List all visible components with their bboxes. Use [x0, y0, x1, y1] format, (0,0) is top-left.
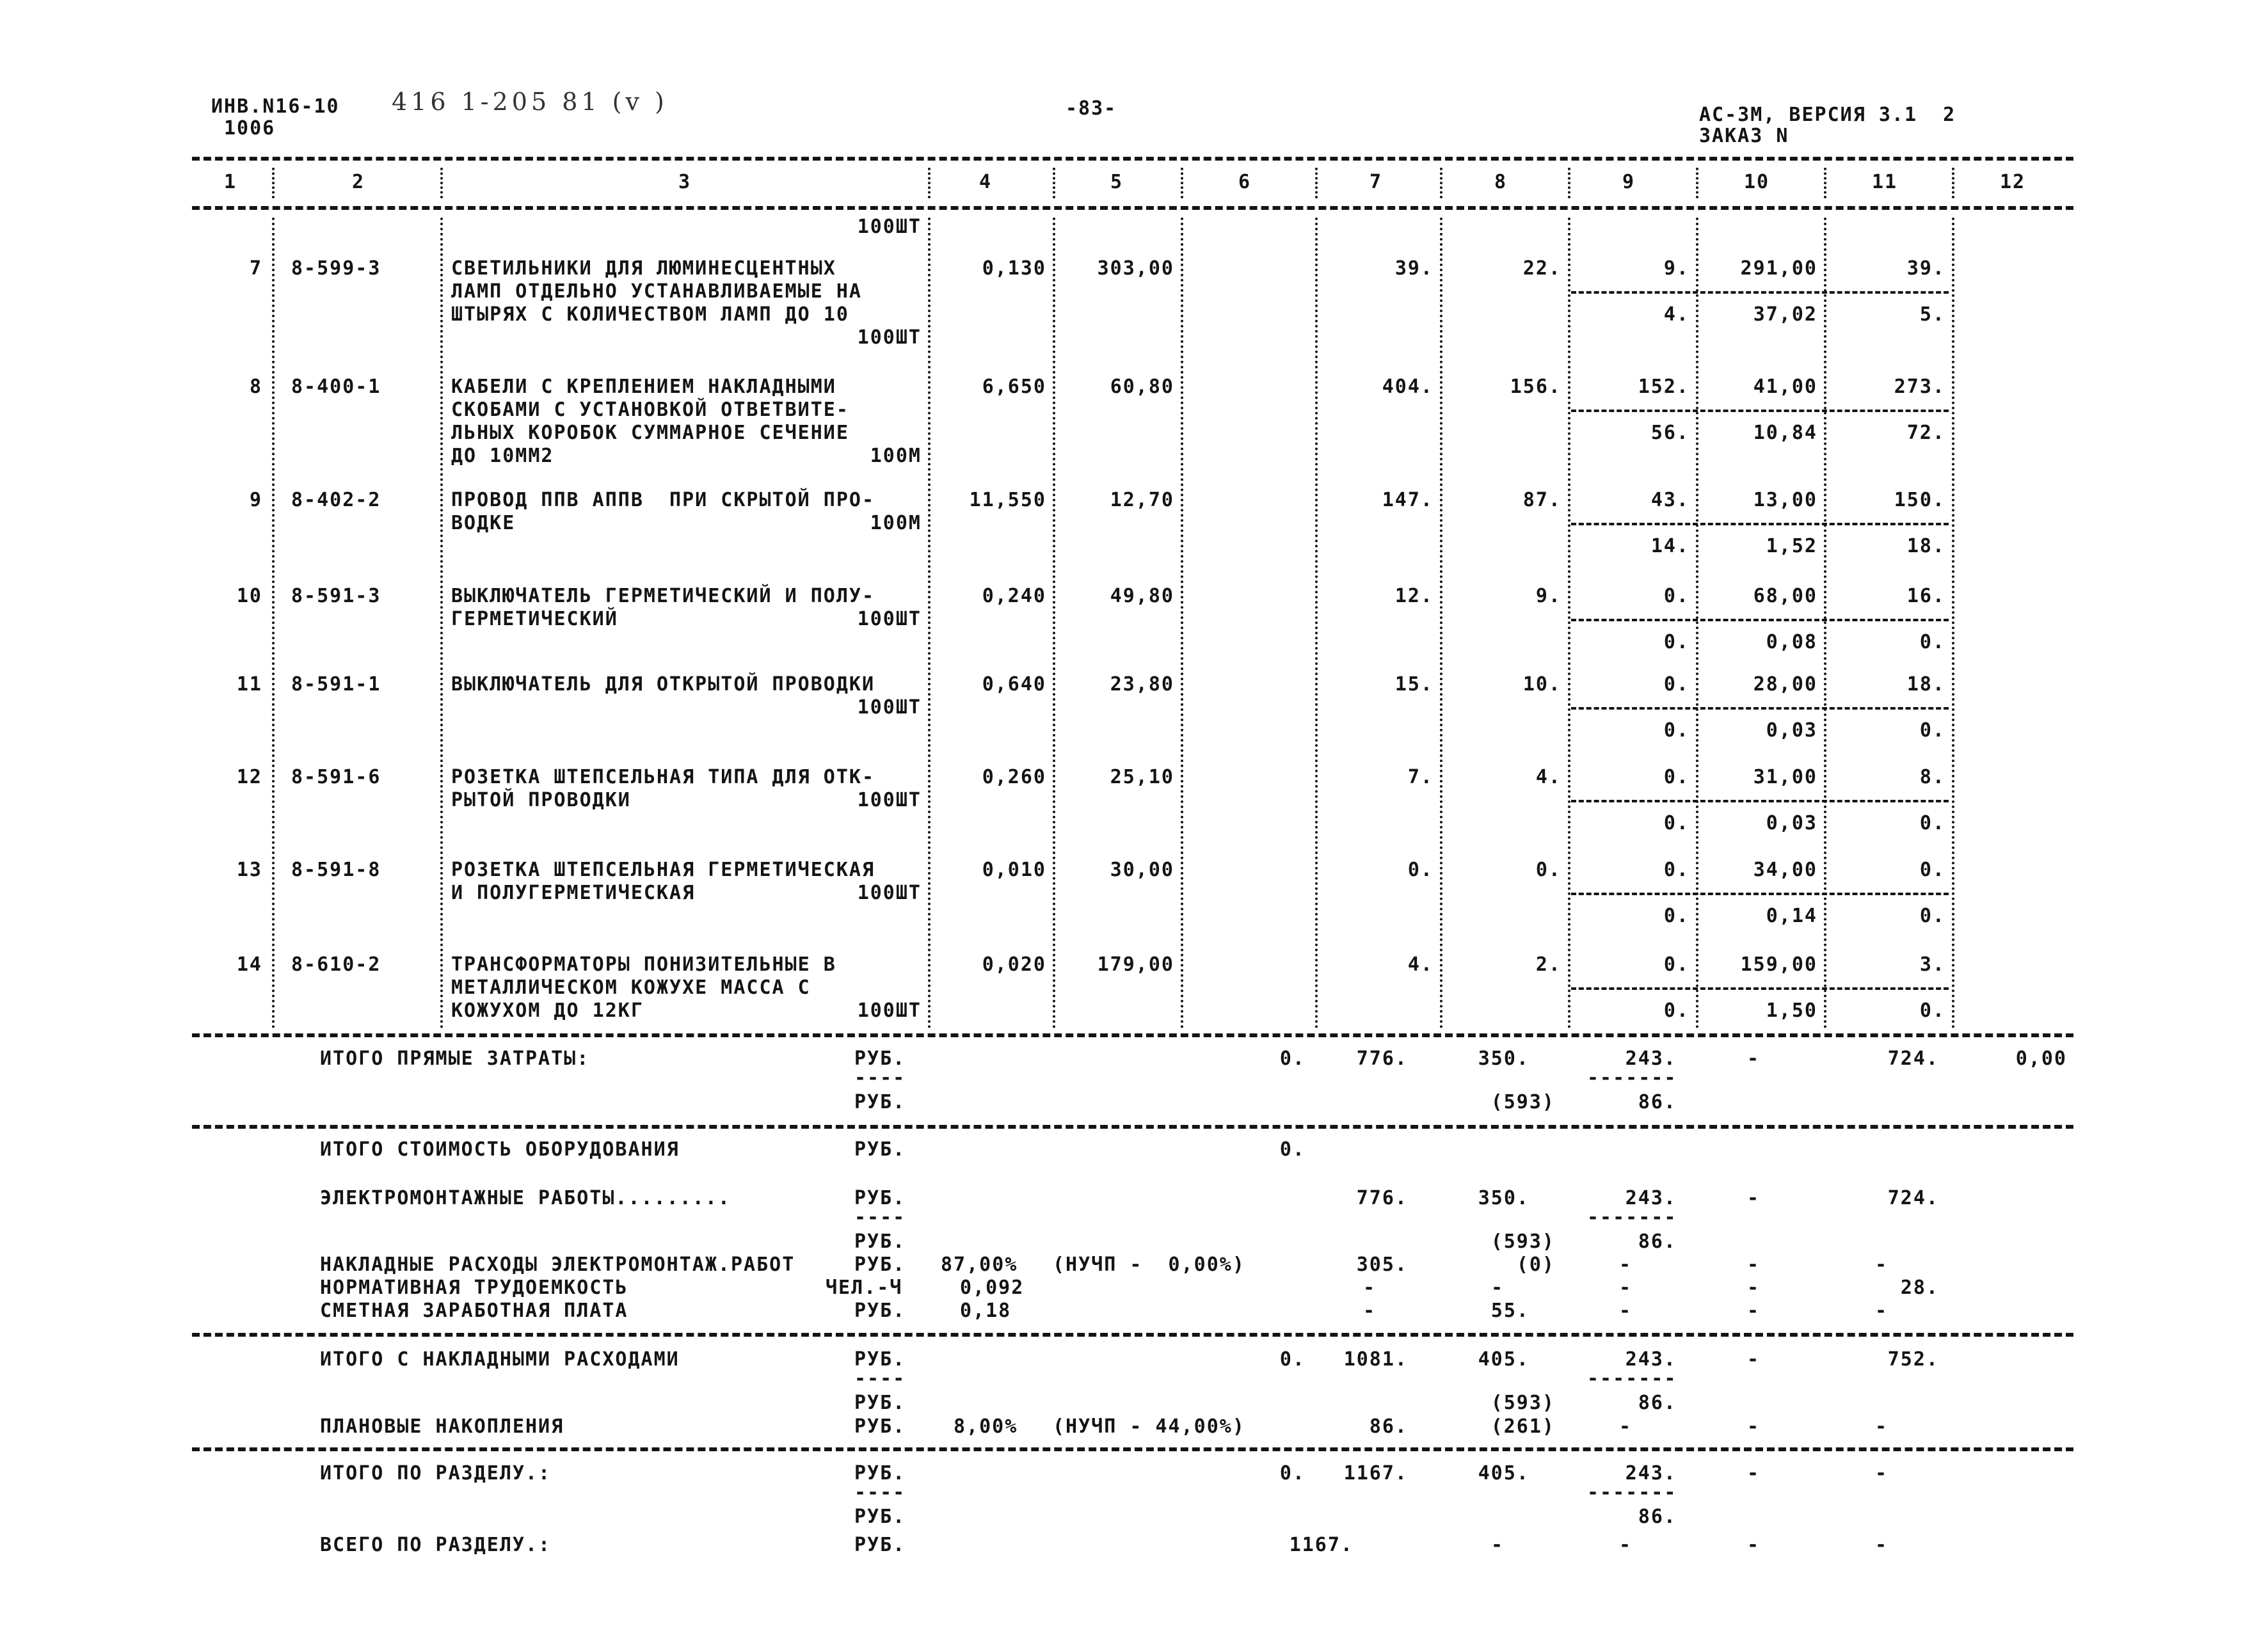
cell-c10: 41,00 [1753, 376, 1817, 398]
cell-c9-sep: ------- [1587, 1367, 1677, 1390]
row-description-line: ДО 10ММ2 [451, 445, 554, 467]
column-separator [928, 218, 930, 1029]
cell-c8-sub: (593) [1490, 1392, 1555, 1414]
summary-unit: РУБ. [854, 1392, 906, 1414]
cell-c7: 0. [1407, 859, 1433, 881]
row-code: 8-591-3 [291, 585, 381, 607]
sub-row-rule [1571, 707, 1949, 710]
column-separator [1952, 168, 1954, 198]
cell-c9: 43. [1650, 489, 1689, 511]
cell-c10: 31,00 [1753, 766, 1817, 788]
column-separator [1440, 168, 1442, 198]
cell-c11-sub: 72. [1906, 422, 1945, 444]
column-separator [1696, 168, 1698, 198]
column-separator [1952, 218, 1954, 1029]
cell-c11: 724. [1887, 1187, 1939, 1209]
cell-c9: 0. [1663, 766, 1689, 788]
cell-c8: 405. [1478, 1348, 1529, 1371]
cell-c9-sub: 86. [1638, 1392, 1677, 1414]
cell-c11: 8. [1919, 766, 1945, 788]
row-number: 12 [236, 766, 262, 788]
summary-label: ЭЛЕКТРОМОНТАЖНЫЕ РАБОТЫ......... [320, 1187, 731, 1209]
cell-c10-sub: 1,52 [1766, 535, 1817, 557]
row-description-line: ШТЫРЯХ С КОЛИЧЕСТВОМ ЛАМП ДО 10 [451, 303, 849, 326]
page-number: -83- [1066, 97, 1117, 120]
row-code: 8-591-8 [291, 859, 381, 881]
cell-c4: 0,240 [982, 585, 1046, 607]
summary-unit: РУБ. [854, 1348, 906, 1371]
column-separator [440, 168, 443, 198]
cell-c9-sub: 86. [1638, 1230, 1677, 1253]
cell-c9-sub: 0. [1663, 812, 1689, 834]
cell-c9-sub: 4. [1663, 303, 1689, 326]
row-description-line: МЕТАЛЛИЧЕСКОМ КОЖУХЕ МАССА С [451, 976, 811, 999]
cell-c8: 22. [1522, 257, 1561, 280]
cell-c6: 0. [1279, 1348, 1306, 1371]
cell-c11: 16. [1906, 585, 1945, 607]
summary-unit: РУБ. [854, 1506, 906, 1528]
cell-c10-sub: 0,03 [1766, 719, 1817, 742]
row-number: 7 [249, 257, 262, 280]
cell-c7: 39. [1394, 257, 1433, 280]
cell-c9: - [1618, 1534, 1633, 1556]
summary-nuch: (НУЧП - 0,00%) [1053, 1254, 1245, 1276]
handwritten-reference: 416 1-205 81 (v ) [392, 88, 668, 116]
cell-c9: 152. [1638, 376, 1689, 398]
row-description-line: СКОБАМИ С УСТАНОВКОЙ ОТВЕТВИТЕ- [451, 399, 849, 421]
cell-c5: 303,00 [1097, 257, 1174, 280]
cell-c7: 404. [1382, 376, 1433, 398]
cell-c7: 86. [1369, 1415, 1408, 1438]
sub-row-rule [1571, 987, 1949, 990]
row-code: 8-591-6 [291, 766, 381, 788]
section-rule [192, 1033, 2073, 1037]
cell-c10: - [1746, 1462, 1761, 1485]
cell-c9: - [1618, 1277, 1633, 1299]
cell-c7: 12. [1394, 585, 1433, 607]
cell-c8: 9. [1535, 585, 1561, 607]
cell-c9: - [1618, 1300, 1633, 1322]
column-separator [272, 168, 275, 198]
cell-c9-sep: ------- [1587, 1206, 1677, 1229]
row-number: 10 [236, 585, 262, 607]
cell-c9: 0. [1663, 673, 1689, 696]
cell-c11: 39. [1906, 257, 1945, 280]
cell-c8: 4. [1535, 766, 1561, 788]
column-separator [1440, 218, 1442, 1029]
row-description-line: ВОДКЕ [451, 512, 516, 534]
cell-c11: 3. [1919, 953, 1945, 976]
cell-c8: 0. [1535, 859, 1561, 881]
column-separator [440, 218, 443, 1029]
cell-c8-sub: (593) [1490, 1091, 1555, 1113]
row-code: 8-591-1 [291, 673, 381, 696]
summary-unit: РУБ. [854, 1138, 906, 1161]
summary-rate: 8,00% [954, 1415, 1018, 1438]
cell-c10: - [1746, 1300, 1761, 1322]
cell-c4: 0,020 [982, 953, 1046, 976]
summary-rate: 0,18 [960, 1300, 1012, 1322]
cell-c11: - [1874, 1462, 1889, 1485]
cell-c5: 12,70 [1110, 489, 1174, 511]
cell-c11-sub: 0. [1919, 719, 1945, 742]
sub-row-rule [1571, 893, 1949, 895]
cell-c10: - [1746, 1047, 1761, 1070]
column-header: 11 [1872, 171, 1898, 193]
column-separator [1315, 168, 1318, 198]
cell-c5: 60,80 [1110, 376, 1174, 398]
cell-c7: 4. [1407, 953, 1433, 976]
row-description-line: РЫТОЙ ПРОВОДКИ [451, 789, 631, 811]
column-separator [1181, 168, 1183, 198]
summary-rate: 87,00% [941, 1254, 1018, 1276]
row-description-line: ЛАМП ОТДЕЛЬНО УСТАНАВЛИВАЕМЫЕ НА [451, 280, 862, 303]
header-bottom-rule [192, 206, 2073, 210]
summary-label: ВСЕГО ПО РАЗДЕЛУ.: [320, 1534, 552, 1556]
sub-row-rule [1571, 291, 1949, 294]
cell-c11: - [1874, 1300, 1889, 1322]
column-separator [928, 168, 930, 198]
column-separator [1053, 168, 1055, 198]
summary-unit: РУБ. [854, 1091, 906, 1113]
cell-c10: 68,00 [1753, 585, 1817, 607]
cell-c12: 0,00 [2015, 1047, 2067, 1070]
summary-unit: РУБ. [854, 1462, 906, 1485]
row-number: 8 [249, 376, 262, 398]
column-separator [1824, 168, 1826, 198]
summary-label: СМЕТНАЯ ЗАРАБОТНАЯ ПЛАТА [320, 1300, 628, 1322]
row-code: 8-400-1 [291, 376, 381, 398]
summary-unit: ЧЕЛ.-Ч [826, 1277, 903, 1299]
cell-c10: 13,00 [1753, 489, 1817, 511]
column-header: 3 [678, 171, 692, 193]
cell-c11: 752. [1887, 1348, 1939, 1371]
summary-label: НОРМАТИВНАЯ ТРУДОЕМКОСТЬ [320, 1277, 628, 1299]
row-description-line: ВЫКЛЮЧАТЕЛЬ ГЕРМЕТИЧЕСКИЙ И ПОЛУ- [451, 585, 875, 607]
row-unit: 100ШТ [857, 789, 922, 811]
row-unit: 100М [870, 512, 922, 534]
cell-c11-sub: 0. [1919, 999, 1945, 1022]
cell-c8: - [1490, 1534, 1505, 1556]
section-rule [192, 1333, 2073, 1337]
cell-c10: 28,00 [1753, 673, 1817, 696]
cell-c11: 724. [1887, 1047, 1939, 1070]
cell-c7: - [1362, 1300, 1377, 1322]
cell-c9: 0. [1663, 953, 1689, 976]
cell-c9: 9. [1663, 257, 1689, 280]
header-top-rule [192, 157, 2073, 161]
cell-c9: 243. [1625, 1047, 1677, 1070]
cell-c11: 150. [1894, 489, 1945, 511]
cell-c9-sep: ------- [1587, 1481, 1677, 1504]
section-rule [192, 1125, 2073, 1129]
cell-c10-sub: 0,08 [1766, 631, 1817, 653]
cell-c8: 350. [1478, 1047, 1529, 1070]
cell-c5: 179,00 [1097, 953, 1174, 976]
cell-c9-sub: 86. [1638, 1091, 1677, 1113]
cell-c10-sub: 0,03 [1766, 812, 1817, 834]
row-description-line: РОЗЕТКА ШТЕПСЕЛЬНАЯ ТИПА ДЛЯ ОТК- [451, 766, 875, 788]
order-number: ЗАКАЗ N [1699, 125, 1789, 147]
row-description-line: ЛЬНЫХ КОРОБОК СУММАРНОЕ СЕЧЕНИЕ [451, 422, 849, 444]
summary-unit: РУБ. [854, 1047, 906, 1070]
cell-c11-sub: 0. [1919, 812, 1945, 834]
cell-c7: 1081. [1343, 1348, 1408, 1371]
cell-c9-sub: 56. [1650, 422, 1689, 444]
cell-c9-sub: 0. [1663, 631, 1689, 653]
cell-c10-sub: 1,50 [1766, 999, 1817, 1022]
cell-c6: 0. [1279, 1138, 1306, 1161]
column-header: 2 [351, 171, 365, 193]
cell-c9: 243. [1625, 1462, 1677, 1485]
sub-row-rule [1571, 619, 1949, 621]
cell-c6: 0. [1279, 1047, 1306, 1070]
column-header: 10 [1744, 171, 1770, 193]
cell-c9-sub: 0. [1663, 999, 1689, 1022]
cell-c11: - [1874, 1254, 1889, 1276]
cell-c6: 1167. [1289, 1534, 1354, 1556]
cell-c9-sub: 0. [1663, 905, 1689, 927]
cell-c10: 291,00 [1740, 257, 1817, 280]
inventory-number: ИНВ.N16-10 [211, 95, 340, 118]
cell-c9-sub: 86. [1638, 1506, 1677, 1528]
row-number: 14 [236, 953, 262, 976]
column-header: 9 [1622, 171, 1636, 193]
sub-row-rule [1571, 800, 1949, 802]
cell-c4: 0,130 [982, 257, 1046, 280]
column-header: 6 [1238, 171, 1252, 193]
row-description-line: ВЫКЛЮЧАТЕЛЬ ДЛЯ ОТКРЫТОЙ ПРОВОДКИ [451, 673, 875, 696]
sub-row-rule [1571, 523, 1949, 525]
program-version: АС-3М, ВЕРСИЯ 3.1 2 [1699, 104, 1956, 126]
cell-c5: 23,80 [1110, 673, 1174, 696]
row-unit: 100ШТ [857, 326, 922, 349]
cell-c8: - [1490, 1277, 1505, 1299]
row-description-line: РОЗЕТКА ШТЕПСЕЛЬНАЯ ГЕРМЕТИЧЕСКАЯ [451, 859, 875, 881]
sub-row-rule [1571, 410, 1949, 412]
row-code: 8-599-3 [291, 257, 381, 280]
cell-c9: 0. [1663, 859, 1689, 881]
cell-c10: - [1746, 1277, 1761, 1299]
cell-c10: - [1746, 1415, 1761, 1438]
cell-c4: 0,010 [982, 859, 1046, 881]
column-separator [272, 218, 275, 1029]
cell-c10: 34,00 [1753, 859, 1817, 881]
summary-label: ИТОГО ПО РАЗДЕЛУ.: [320, 1462, 552, 1485]
cell-c8: 405. [1478, 1462, 1529, 1485]
cell-c11-sub: 0. [1919, 631, 1945, 653]
cell-c11: 18. [1906, 673, 1945, 696]
cell-c8: 350. [1478, 1187, 1529, 1209]
summary-label: НАКЛАДНЫЕ РАСХОДЫ ЭЛЕКТРОМОНТАЖ.РАБОТ [320, 1254, 795, 1276]
cell-c8: 55. [1490, 1300, 1529, 1322]
cell-c9: 243. [1625, 1187, 1677, 1209]
cell-c7: - [1362, 1277, 1377, 1299]
cell-c10: - [1746, 1187, 1761, 1209]
cell-c11: - [1874, 1534, 1889, 1556]
cell-c10-sub: 10,84 [1753, 422, 1817, 444]
cell-c4: 0,260 [982, 766, 1046, 788]
row-description-line: КОЖУХОМ ДО 12КГ [451, 999, 644, 1022]
row-number: 9 [249, 489, 262, 511]
summary-label: ИТОГО СТОИМОСТЬ ОБОРУДОВАНИЯ [320, 1138, 680, 1161]
cell-c9-sub: 0. [1663, 719, 1689, 742]
summary-unit: РУБ. [854, 1534, 906, 1556]
row-code: 8-402-2 [291, 489, 381, 511]
cell-c9: 0. [1663, 585, 1689, 607]
column-header: 1 [223, 171, 237, 193]
summary-label: ИТОГО С НАКЛАДНЫМИ РАСХОДАМИ [320, 1348, 680, 1371]
column-separator [1568, 168, 1570, 198]
cell-c11-sub: 5. [1919, 303, 1945, 326]
cell-c11: 273. [1894, 376, 1945, 398]
cell-c4: 6,650 [982, 376, 1046, 398]
carried-unit: 100ШТ [857, 216, 922, 238]
column-separator [1053, 218, 1055, 1029]
cell-c5: 25,10 [1110, 766, 1174, 788]
cell-c10: - [1746, 1254, 1761, 1276]
column-header: 4 [978, 171, 993, 193]
cell-c11: 28. [1900, 1277, 1939, 1299]
row-description-line: И ПОЛУГЕРМЕТИЧЕСКАЯ [451, 882, 696, 904]
cell-c10: - [1746, 1348, 1761, 1371]
cell-c7: 776. [1356, 1187, 1408, 1209]
cell-c8: (0) [1516, 1254, 1555, 1276]
cell-c11-sub: 18. [1906, 535, 1945, 557]
cell-c10-sub: 0,14 [1766, 905, 1817, 927]
summary-nuch: (НУЧП - 44,00%) [1053, 1415, 1245, 1438]
summary-unit-sep: ---- [854, 1206, 906, 1229]
cell-c7: 1167. [1343, 1462, 1408, 1485]
cell-c8: 87. [1522, 489, 1561, 511]
cell-c8: (261) [1490, 1415, 1555, 1438]
column-header: 7 [1369, 171, 1383, 193]
cell-c4: 0,640 [982, 673, 1046, 696]
cell-c9: - [1618, 1415, 1633, 1438]
row-unit: 100ШТ [857, 882, 922, 904]
inventory-year: 1006 [224, 117, 276, 139]
column-header: 8 [1494, 171, 1508, 193]
row-description-line: ГЕРМЕТИЧЕСКИЙ [451, 608, 618, 630]
row-unit: 100ШТ [857, 696, 922, 719]
summary-unit: РУБ. [854, 1187, 906, 1209]
cell-c8: 156. [1510, 376, 1561, 398]
cell-c9-sub: 14. [1650, 535, 1689, 557]
section-rule [192, 1447, 2073, 1451]
summary-unit-sep: ---- [854, 1481, 906, 1504]
summary-unit: РУБ. [854, 1254, 906, 1276]
column-header: 12 [2000, 171, 2026, 193]
cell-c11: 0. [1919, 859, 1945, 881]
summary-unit-sep: ---- [854, 1067, 906, 1089]
summary-unit: РУБ. [854, 1415, 906, 1438]
summary-label: ПЛАНОВЫЕ НАКОПЛЕНИЯ [320, 1415, 564, 1438]
cell-c9: - [1618, 1254, 1633, 1276]
row-unit: 100ШТ [857, 608, 922, 630]
row-number: 11 [236, 673, 262, 696]
cell-c10-sub: 37,02 [1753, 303, 1817, 326]
summary-unit: РУБ. [854, 1300, 906, 1322]
cell-c5: 30,00 [1110, 859, 1174, 881]
cell-c11-sub: 0. [1919, 905, 1945, 927]
cell-c7: 305. [1356, 1254, 1408, 1276]
row-unit: 100М [870, 445, 922, 467]
cell-c8-sub: (593) [1490, 1230, 1555, 1253]
cell-c8: 2. [1535, 953, 1561, 976]
column-separator [1181, 218, 1183, 1029]
cell-c7: 776. [1356, 1047, 1408, 1070]
row-number: 13 [236, 859, 262, 881]
summary-unit-sep: ---- [854, 1367, 906, 1390]
cell-c6: 0. [1279, 1462, 1306, 1485]
summary-unit: РУБ. [854, 1230, 906, 1253]
cell-c5: 49,80 [1110, 585, 1174, 607]
column-separator [1315, 218, 1318, 1029]
row-description-line: КАБЕЛИ С КРЕПЛЕНИЕМ НАКЛАДНЫМИ [451, 376, 836, 398]
cell-c9-sep: ------- [1587, 1067, 1677, 1089]
cell-c10: - [1746, 1534, 1761, 1556]
cell-c10: 159,00 [1740, 953, 1817, 976]
cell-c8: 10. [1522, 673, 1561, 696]
row-description-line: ПРОВОД ППВ АППВ ПРИ СКРЫТОЙ ПРО- [451, 489, 875, 511]
column-header: 5 [1110, 171, 1124, 193]
cell-c7: 147. [1382, 489, 1433, 511]
cell-c7: 7. [1407, 766, 1433, 788]
summary-rate: 0,092 [960, 1277, 1025, 1299]
row-code: 8-610-2 [291, 953, 381, 976]
cell-c11: - [1874, 1415, 1889, 1438]
cell-c7: 15. [1394, 673, 1433, 696]
summary-label: ИТОГО ПРЯМЫЕ ЗАТРАТЫ: [320, 1047, 590, 1070]
row-description-line: ТРАНСФОРМАТОРЫ ПОНИЗИТЕЛЬНЫЕ В [451, 953, 836, 976]
cell-c9: 243. [1625, 1348, 1677, 1371]
row-description-line: СВЕТИЛЬНИКИ ДЛЯ ЛЮМИНЕСЦЕНТНЫХ [451, 257, 836, 280]
cell-c4: 11,550 [969, 489, 1046, 511]
row-unit: 100ШТ [857, 999, 922, 1022]
